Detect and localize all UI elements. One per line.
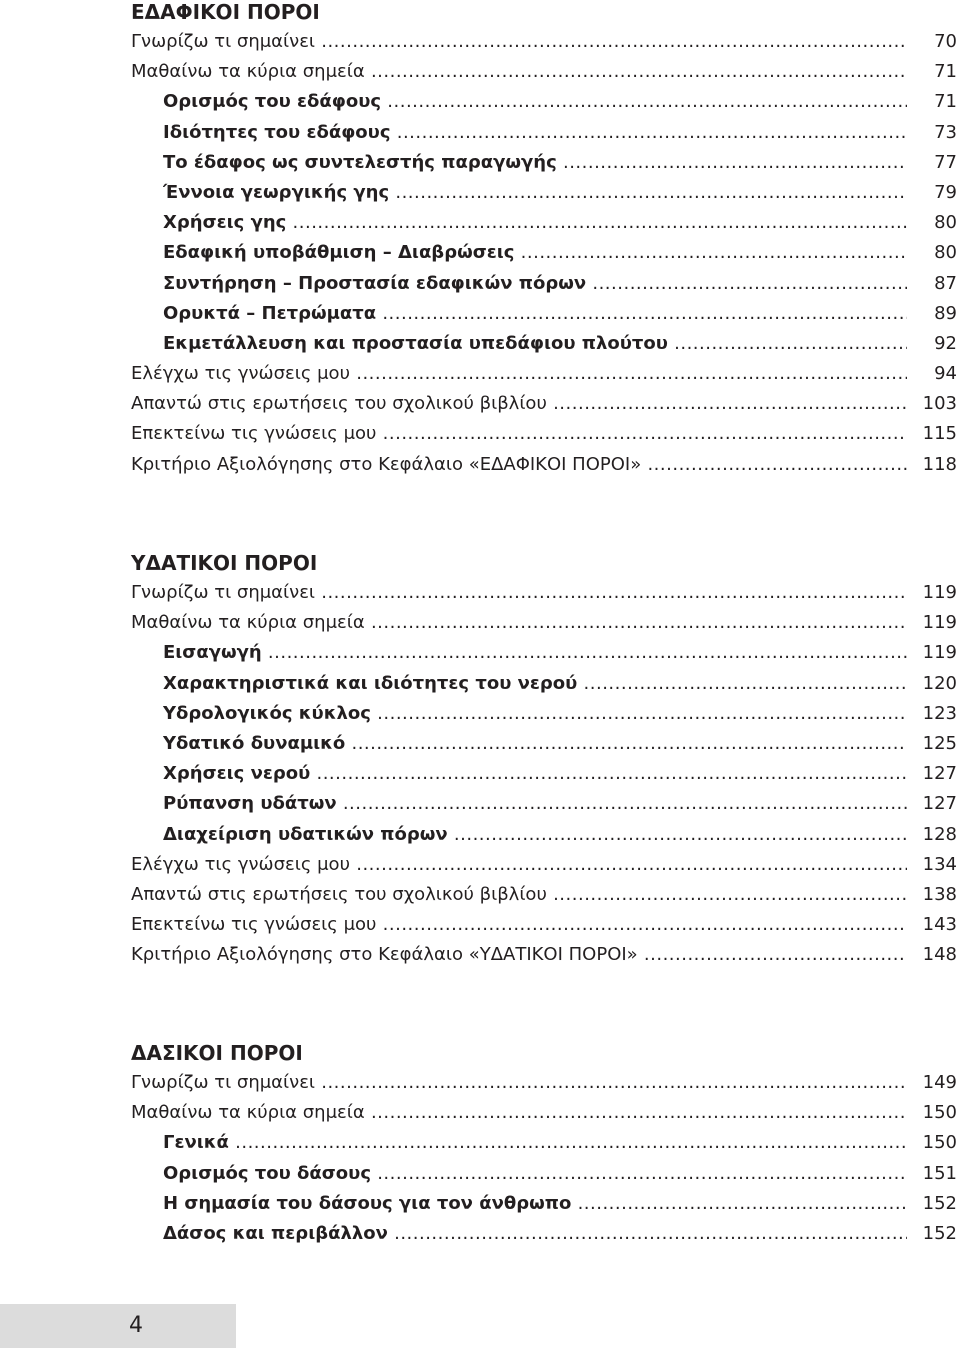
entry-page: 151 [922, 1162, 957, 1184]
toc-subentry[interactable] [131, 729, 957, 759]
entry-page: 149 [922, 1072, 957, 1093]
entry-page: 143 [922, 914, 957, 936]
entry-label: Έννοια γεωργικής γης ..... [163, 178, 907, 208]
toc-subentry[interactable] [131, 638, 957, 668]
entry-label: Απαντώ στις ερωτήσεις του σχολικού βιβλίου ..... [131, 389, 907, 419]
entry-label: Ορισμός του εδάφους ..... [163, 87, 907, 117]
toc-subentry[interactable] [131, 238, 957, 268]
entry-label: Γνωρίζω τι σημαίνει ..... [131, 1068, 907, 1098]
entry-label: Μαθαίνω τα κύρια σημεία ..... [131, 608, 907, 638]
toc-entry[interactable] [131, 389, 957, 419]
toc-section-ydatikoi [131, 548, 957, 970]
toc-entry[interactable] [131, 850, 957, 880]
toc-entry[interactable] [131, 419, 957, 449]
entry-page: 119 [922, 582, 957, 603]
entry-page: 71 [934, 61, 957, 83]
entry-page: 138 [922, 883, 957, 905]
entry-label: Επεκτείνω τις γνώσεις μου ..... [131, 419, 907, 449]
toc-subentry[interactable] [131, 299, 957, 329]
toc-subentry[interactable] [131, 148, 957, 178]
section-title: ΕΔΑΦΙΚΟΙ ΠΟΡΟΙ [131, 0, 320, 24]
toc-subentry[interactable] [131, 699, 957, 729]
entry-label: Ορισμός του δάσους ..... [163, 1159, 907, 1189]
entry-label: Ρύπανση υδάτων ..... [163, 789, 907, 819]
entry-label: Μαθαίνω τα κύρια σημεία ..... [131, 57, 907, 87]
entry-label: Χαρακτηριστικά και ιδιότητες του νερού ..... [163, 669, 907, 699]
entry-page: 119 [922, 612, 957, 634]
toc-subentry[interactable] [131, 1159, 957, 1189]
entry-page: 80 [934, 242, 957, 264]
entry-label: Ιδιότητες του εδάφους ..... [163, 118, 907, 148]
toc-entry[interactable] [131, 57, 957, 87]
entry-label: Επεκτείνω τις γνώσεις μου ..... [131, 910, 907, 940]
toc-subentry[interactable] [131, 118, 957, 148]
toc-subentry[interactable] [131, 789, 957, 819]
section-title: ΥΔΑΤΙΚΟΙ ΠΟΡΟΙ [131, 551, 318, 575]
toc-entry[interactable] [131, 578, 957, 608]
entry-label: Χρήσεις νερού ..... [163, 759, 907, 789]
entry-page: 77 [934, 151, 957, 173]
toc-entry[interactable] [131, 880, 957, 910]
toc-entry[interactable] [131, 1098, 957, 1128]
entry-page: 89 [934, 302, 957, 324]
entry-label: Απαντώ στις ερωτήσεις του σχολικού βιβλίου ..... [131, 880, 907, 910]
entry-page: 152 [922, 1192, 957, 1214]
entry-page: 152 [922, 1222, 957, 1244]
toc-subentry[interactable] [131, 1189, 957, 1219]
toc-entry[interactable] [131, 359, 957, 389]
entry-page: 94 [934, 363, 957, 385]
toc-subentry[interactable] [131, 820, 957, 850]
entry-label: Εκμετάλλευση και προστασία υπεδάφιου πλούτου ..... [163, 329, 907, 359]
entry-page: 118 [922, 453, 957, 475]
entry-label: Υδρολογικός κύκλος ..... [163, 699, 907, 729]
entry-label: Υδατικό δυναμικό ..... [163, 729, 907, 759]
entry-page: 115 [922, 423, 957, 445]
entry-label: Δάσος και περιβάλλον ..... [163, 1219, 907, 1249]
toc-subentry[interactable] [131, 759, 957, 789]
toc-subentry[interactable] [131, 1219, 957, 1249]
toc-section-dasikoi [131, 1038, 957, 1249]
entry-label: Γενικά ..... [163, 1128, 907, 1158]
entry-page: 128 [922, 823, 957, 845]
toc-section-edafikoi [131, 0, 957, 480]
entry-page: 123 [922, 702, 957, 724]
entry-page: 80 [934, 212, 957, 234]
entry-page: 150 [922, 1132, 957, 1154]
entry-label: Συντήρηση – Προστασία εδαφικών πόρων ..... [163, 269, 907, 299]
toc-subentry[interactable] [131, 208, 957, 238]
toc-entry[interactable] [131, 1068, 957, 1098]
entry-label: Ορυκτά – Πετρώματα ..... [163, 299, 907, 329]
entry-label: Ελέγχω τις γνώσεις μου ..... [131, 359, 907, 389]
section-title: ΔΑΣΙΚΟΙ ΠΟΡΟΙ [131, 1041, 303, 1065]
entry-label: Ελέγχω τις γνώσεις μου ..... [131, 850, 907, 880]
entry-label: Εισαγωγή ..... [163, 638, 907, 668]
entry-page: 134 [922, 853, 957, 875]
entry-page: 125 [922, 732, 957, 754]
toc-subentry[interactable] [131, 1128, 957, 1158]
entry-page: 148 [922, 944, 957, 966]
entry-page: 73 [934, 121, 957, 143]
entry-page: 79 [934, 181, 957, 203]
entry-page: 103 [922, 393, 957, 415]
entry-page: 150 [922, 1102, 957, 1124]
toc-entry[interactable] [131, 910, 957, 940]
entry-label: Εδαφική υποβάθμιση – Διαβρώσεις ..... [163, 238, 907, 268]
entry-label: Διαχείριση υδατικών πόρων ..... [163, 820, 907, 850]
entry-label: Η σημασία του δάσους για τον άνθρωπο ..... [163, 1189, 907, 1219]
entry-label: Γνωρίζω τι σημαίνει ..... [131, 27, 907, 57]
entry-page: 87 [934, 272, 957, 294]
entry-page: 119 [922, 642, 957, 664]
toc-subentry[interactable] [131, 87, 957, 117]
entry-page: 127 [922, 763, 957, 785]
entry-page: 92 [934, 332, 957, 354]
entry-page: 70 [934, 31, 957, 52]
page-number: 4 [129, 1313, 143, 1338]
entry-label: Το έδαφος ως συντελεστής παραγωγής ..... [163, 148, 907, 178]
toc-subentry[interactable] [131, 178, 957, 208]
toc-subentry[interactable] [131, 669, 957, 699]
entry-page: 127 [922, 793, 957, 815]
toc-entry[interactable] [131, 27, 957, 57]
entry-page: 71 [934, 91, 957, 113]
toc-entry[interactable] [131, 940, 957, 970]
entry-label: Μαθαίνω τα κύρια σημεία ..... [131, 1098, 907, 1128]
toc-subentry[interactable] [131, 269, 957, 299]
entry-label: Γνωρίζω τι σημαίνει ..... [131, 578, 907, 608]
entry-label: Κριτήριο Αξιολόγησης στο Κεφάλαιο «ΕΔΑΦΙΚΟΙ ΠΟΡΟΙ» ..... [131, 450, 907, 480]
entry-label: Χρήσεις γης ..... [163, 208, 907, 238]
entry-page: 120 [922, 672, 957, 694]
toc-entry[interactable] [131, 608, 957, 638]
toc-subentry[interactable] [131, 329, 957, 359]
entry-label: Κριτήριο Αξιολόγησης στο Κεφάλαιο «ΥΔΑΤΙΚΟΙ ΠΟΡΟΙ» ..... [131, 940, 907, 970]
toc-entry[interactable] [131, 450, 957, 480]
